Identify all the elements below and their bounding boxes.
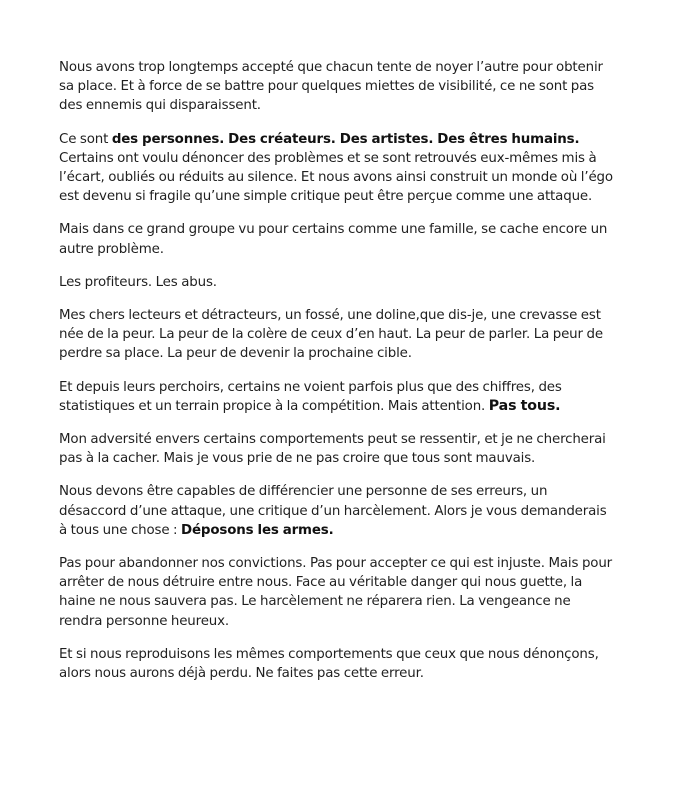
paragraph [59, 554, 615, 631]
body-text: Et si nous reproduisons les mêmes comportements que ceux que nous dénonçons, alors nous aurons déjà perdu. Ne faites pas cette erreur. [59, 646, 599, 682]
paragraph [59, 378, 615, 416]
body-text: Mes chers lecteurs et détracteurs, un fossé, une doline,que dis-je, une crevasse est née de la peur. La peur de la colère de ceux d’en haut. La peur de parler. La peur de perdre sa place. La peur de devenir la prochaine cible. [59, 308, 603, 362]
document-body [59, 58, 615, 683]
body-text: Mais dans ce grand groupe vu pour certains comme une famille, se cache encore un autre problème. [59, 222, 608, 257]
body-text: Nous avons trop longtemps accepté que chacun tente de noyer l’autre pour obtenir sa place. Et à force de se battre pour quelques miettes de visibilité, ce ne sont pas des ennemis qui disparaissent. [59, 60, 603, 114]
body-text: Ce sont [59, 131, 112, 147]
paragraph [59, 306, 615, 364]
paragraph [59, 645, 615, 683]
emphasis-text: Pas tous. [488, 397, 561, 414]
emphasis-text: des personnes. Des créateurs. Des artistes. Des êtres humains. [111, 131, 580, 147]
body-text: Certains ont voulu dénoncer des problèmes et se sont retrouvés eux-mêmes mis à l’écart, oubliés ou réduits au silence. Et nous avons ainsi construit un monde où l’égo est devenu si fragile qu’une simple critique peut être perçue comme une attaque. [59, 150, 613, 205]
body-text: Les profiteurs. Les abus. [59, 274, 217, 290]
paragraph [59, 430, 615, 468]
body-text: Mon adversité envers certains comportements peut se ressentir, et je ne chercherai pas à la cacher. Mais je vous prie de ne pas croire que tous sont mauvais. [59, 432, 606, 467]
body-text: Pas pour abandonner nos convictions. Pas pour accepter ce qui est injuste. Mais pour arrêter de nous détruire entre nous. Face au véritable danger qui nous guette, la haine ne nous sauvera pas. Le harcèlement ne réparera rien. La vengeance ne rendra personne heureux. [59, 556, 613, 629]
paragraph [59, 58, 615, 116]
paragraph [59, 273, 615, 292]
body-text: Et depuis leurs perchoirs, certains ne voient parfois plus que des chiffres, des statistiques et un terrain propice à la compétition. Mais attention. [59, 379, 562, 414]
emphasis-text: Déposons les armes. [181, 522, 334, 538]
paragraph [59, 220, 615, 258]
paragraph [59, 130, 615, 207]
paragraph [59, 482, 615, 540]
body-text: Nous devons être capables de différencier une personne de ses erreurs, un désaccord d’une attaque, une critique d’un harcèlement. Alors je vous demanderais à tous une chose : [59, 484, 607, 538]
